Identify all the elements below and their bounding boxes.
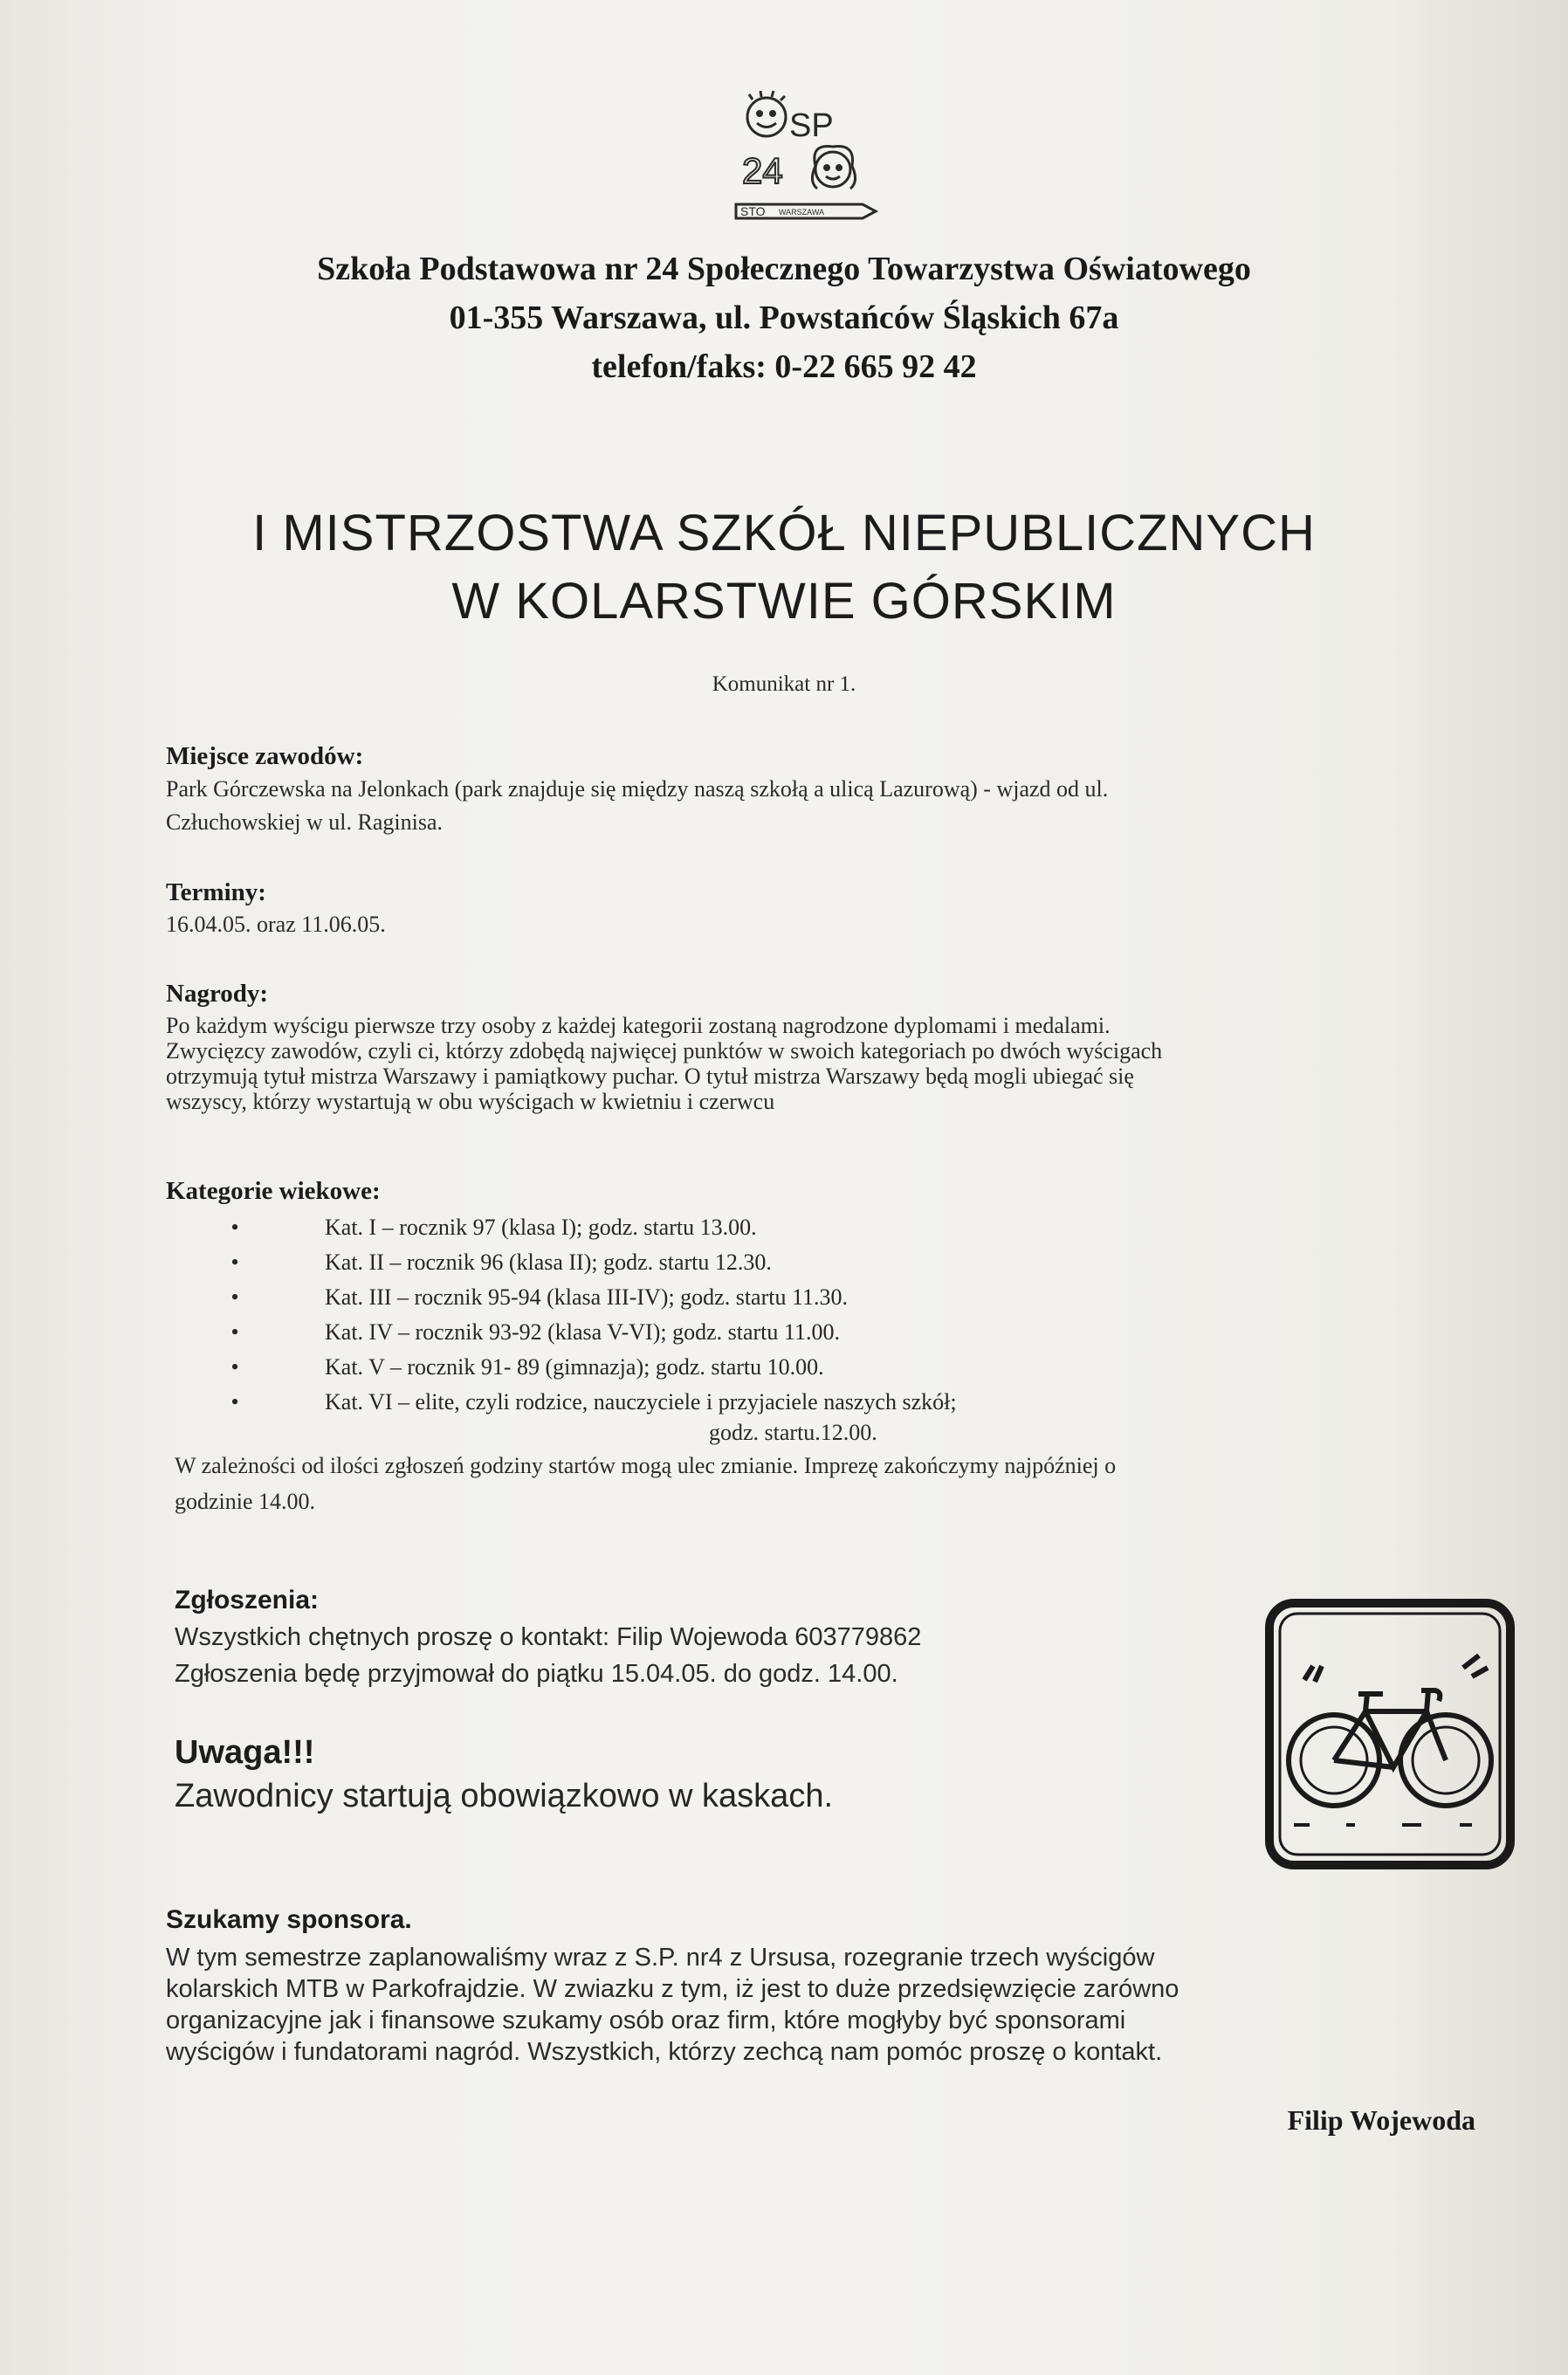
logo-sto-text: STO — [740, 204, 766, 218]
logo-sp-text: SP — [789, 107, 834, 144]
prizes-line: wszyscy, którzy wystartują w obu wyścigach w kwietniu i czerwcu — [166, 1089, 775, 1114]
school-address: 01-355 Warszawa, ul. Powstańców Śląskich 67a — [449, 299, 1119, 336]
category-text: Kat. II – rocznik 96 (klasa II); godz. startu 12.30. — [325, 1249, 772, 1275]
venue-line-2: Człuchowskiej w ul. Raginisa. — [166, 809, 444, 835]
signature: Filip Wojewoda — [1287, 2104, 1475, 2136]
bullet: • — [230, 1354, 239, 1380]
bullet: • — [230, 1284, 239, 1310]
category-text: Kat. V – rocznik 91- 89 (gimnazja); godz. startu 10.00. — [325, 1354, 824, 1380]
category-text: Kat. III – rocznik 95-94 (klasa III-IV); godz. startu 11.30. — [325, 1284, 849, 1310]
category-item — [222, 1385, 957, 1420]
prizes-line: otrzymują tytuł mistrza Warszawy i pamiątkowy puchar. O tytuł mistrza Warszawy będą mogli ubiegać się — [166, 1064, 1134, 1089]
sponsor-text — [166, 1942, 1179, 2068]
categories-heading: Kategorie wiekowe: — [166, 1177, 381, 1205]
school-phone: telefon/faks: 0-22 665 92 42 — [591, 348, 977, 385]
bullet: • — [230, 1215, 239, 1240]
categories-list — [222, 1210, 957, 1420]
prizes-line: Zwycięzcy zawodów, czyli ci, którzy zdobędą najwięcej punktów w swoich kategoriach po dwóch wyścigach — [166, 1038, 1163, 1064]
sponsor-line: W tym semestrze zaplanowaliśmy wraz z S.P. nr4 z Ursusa, rozegranie trzech wyścigów — [166, 1944, 1155, 1972]
logo-24-text: 24 — [742, 150, 783, 191]
category-item — [222, 1245, 957, 1280]
announcement-number: Komunikat nr 1. — [712, 672, 856, 696]
category-6-time: godz. startu.12.00. — [709, 1420, 877, 1445]
registration-contact: Wszystkich chętnych proszę o kontakt: Filip Wojewoda 603779862 — [175, 1623, 922, 1651]
title-line-2: W KOLARSTWIE GÓRSKIM — [451, 573, 1117, 630]
category-item — [222, 1315, 957, 1350]
prizes-line: Po każdym wyścigu pierwsze trzy osoby z każdej kategorii zostaną nagrodzone dyplomami i medalami. — [166, 1013, 1111, 1038]
category-text: Kat. I – rocznik 97 (klasa I); godz. startu 13.00. — [325, 1215, 757, 1240]
page-title — [0, 499, 1568, 636]
category-item — [222, 1350, 957, 1385]
dates-heading: Terminy: — [166, 878, 266, 906]
prizes-text — [166, 1013, 1162, 1114]
bullet: • — [230, 1319, 239, 1345]
venue-heading: Miejsce zawodów: — [166, 742, 364, 770]
title-line-1: I MISTRZOSTWA SZKÓŁ NIEPUBLICZNYCH — [252, 505, 1316, 561]
school-name: Szkoła Podstawowa nr 24 Społecznego Towarzystwa Oświatowego — [317, 251, 1251, 287]
category-text: Kat. IV – rocznik 93-92 (klasa V-VI); godz. startu 11.00. — [325, 1319, 840, 1345]
category-item — [222, 1280, 957, 1315]
school-logo-icon — [732, 91, 889, 231]
logo-warszawa-text: WARSZAWA — [779, 208, 824, 217]
sponsor-line: kolarskich MTB w Parkofrajdzie. W zwiazku z tym, iż jest to duże przedsięwzięcie zarówno — [166, 1975, 1179, 2003]
registration-deadline: Zgłoszenia będę przyjmował do piątku 15.04.05. do godz. 14.00. — [175, 1660, 898, 1688]
sponsor-line: organizacyjne jak i finansowe szukamy osób oraz firm, które mogłyby być sponsorami — [166, 2007, 1126, 2034]
schedule-note-line-1: W zależności od ilości zgłoszeń godziny startów mogą ulec zmianie. Imprezę zakończymy najpóźniej o — [175, 1453, 1117, 1478]
warning-text: Zawodnicy startują obowiązkowo w kaskach. — [175, 1778, 834, 1814]
schedule-note-line-2: godzinie 14.00. — [175, 1489, 316, 1514]
dates-text: 16.04.05. oraz 11.06.05. — [166, 912, 386, 937]
warning-heading: Uwaga!!! — [175, 1734, 315, 1771]
sponsor-line: wyścigów i fundatorami nagród. Wszystkich, którzy zechcą nam pomóc proszę o kontakt. — [166, 2038, 1163, 2066]
sponsor-heading: Szukamy sponsora. — [166, 1905, 412, 1934]
category-item — [222, 1210, 957, 1245]
bullet: • — [230, 1389, 239, 1415]
bullet: • — [230, 1249, 239, 1275]
category-text: Kat. VI – elite, czyli rodzice, nauczyciele i przyjaciele naszych szkół; — [325, 1389, 957, 1415]
registration-heading: Zgłoszenia: — [175, 1586, 320, 1614]
bicycle-icon — [1262, 1596, 1517, 1872]
school-header — [0, 244, 1568, 391]
prizes-heading: Nagrody: — [166, 980, 269, 1008]
venue-line-1: Park Górczewska na Jelonkach (park znajduje się między naszą szkołą a ulicą Lazurową) - wjazd od ul. — [166, 776, 1109, 802]
